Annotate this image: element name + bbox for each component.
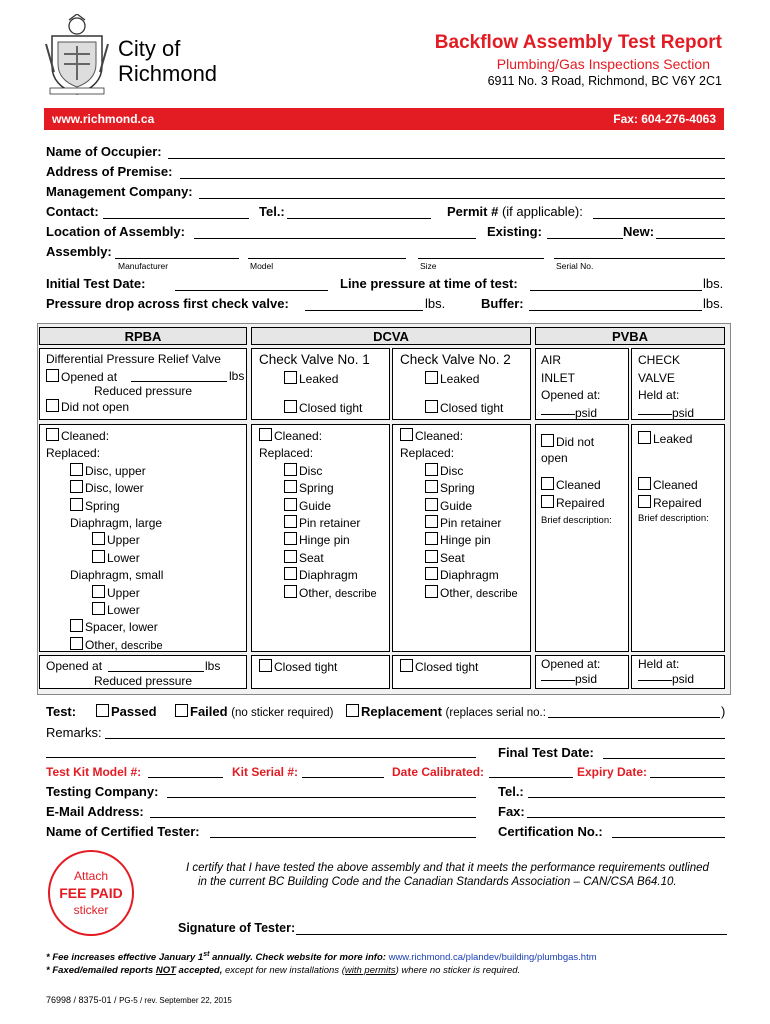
large-lower-checkbox[interactable] (92, 550, 105, 563)
remarks-field[interactable] (105, 738, 725, 739)
check2-part-checkbox[interactable] (425, 480, 438, 493)
check2-closed-tight-checkbox[interactable] (425, 400, 438, 413)
check1-leaked-checkbox[interactable] (284, 371, 297, 384)
rpba-describe-label: describe (121, 639, 163, 652)
check1-part-label: Hinge pin (299, 533, 350, 548)
existing-label: Existing: (487, 224, 542, 239)
check-final-psid-unit: psid (672, 672, 695, 686)
tester-name-label: Name of Certified Tester: (46, 824, 200, 839)
website-link[interactable]: www.richmond.ca (52, 112, 155, 126)
check1-part-checkbox[interactable] (284, 532, 297, 545)
permit-field[interactable] (593, 218, 725, 219)
final-opened-at-label: Opened at (46, 659, 103, 673)
opened-at-unit: lbs (229, 369, 245, 383)
kit-model-field[interactable] (148, 777, 223, 778)
check-leaked-checkbox[interactable] (638, 431, 651, 444)
diaphragm-large-label: Diaphragm, large (70, 516, 163, 531)
pressure-drop-field[interactable] (305, 310, 423, 311)
premise-field[interactable] (180, 178, 725, 179)
kit-model-label: Test Kit Model #: (46, 765, 142, 779)
check2-leaked-checkbox[interactable] (425, 371, 438, 384)
rpba-spring-checkbox[interactable] (70, 498, 83, 511)
fee-note-sup: st (203, 951, 210, 958)
plumbing-gas-link[interactable]: www.richmond.ca/plandev/building/plumbgas.htm (388, 952, 597, 964)
check-cleaned-label: Cleaned (653, 478, 698, 492)
replacement-label: Replacement (361, 704, 442, 719)
air-final-psid-unit: psid (575, 672, 598, 686)
kit-serial-field[interactable] (302, 777, 384, 778)
air-did-not-open-checkbox[interactable] (541, 434, 554, 447)
check2-final-closed-label: Closed tight (415, 660, 479, 674)
location-field[interactable] (194, 238, 476, 239)
failed-checkbox[interactable] (175, 704, 188, 717)
line-pressure-field[interactable] (530, 290, 702, 291)
check2-describe-label: describe (476, 587, 518, 600)
check2-part-checkbox[interactable] (425, 532, 438, 545)
air-repaired-label: Repaired (556, 496, 605, 510)
check1-part-checkbox[interactable] (284, 515, 297, 528)
opened-at-checkbox[interactable] (46, 369, 59, 382)
check2-part-checkbox[interactable] (425, 567, 438, 580)
large-upper-label: Upper (107, 533, 140, 548)
check-held-at-label: Held at: (638, 388, 680, 402)
new-label: New: (623, 224, 655, 239)
buffer-field[interactable] (529, 310, 702, 311)
air-open-label: open (541, 451, 568, 465)
test-label: Test: (46, 704, 77, 719)
expiry-date-label: Expiry Date: (577, 765, 648, 779)
air-brief-label: Brief description (541, 515, 610, 526)
check1-part-label: Guide (299, 498, 332, 513)
certification-label: Certification No.: (498, 824, 603, 839)
check1-final-closed-checkbox[interactable] (259, 659, 272, 672)
pressure-drop-label: Pressure drop across first check valve: (46, 296, 289, 311)
model-field[interactable] (248, 258, 406, 259)
check1-describe-label: describe (335, 587, 377, 600)
premise-label: Address of Premise: (46, 164, 173, 179)
fax-note-exception: except for new installations ( (225, 965, 345, 976)
check2-part-label: Pin retainer (440, 516, 502, 531)
check2-part-checkbox[interactable] (425, 515, 438, 528)
sticker-label: sticker (73, 903, 109, 917)
permit-label: Permit # (447, 204, 499, 219)
check2-cleaned-checkbox[interactable] (400, 428, 413, 441)
pvba-check-repair-cell (631, 424, 725, 652)
valve-label: VALVE (638, 370, 675, 385)
tester-tel-field[interactable] (528, 797, 725, 798)
management-field[interactable] (199, 198, 725, 199)
air-psid-unit: psid (575, 405, 598, 420)
replacement-checkbox[interactable] (346, 704, 359, 717)
city-crest-logo (44, 14, 110, 96)
check1-replaced-label: Replaced: (259, 446, 314, 461)
initial-date-label: Initial Test Date: (46, 276, 146, 291)
existing-field[interactable] (547, 238, 623, 239)
air-did-not-label: Did not (556, 435, 595, 449)
tester-fax-field[interactable] (527, 817, 725, 818)
serial-field[interactable] (554, 258, 725, 259)
check2-part-label: Disc (440, 463, 464, 478)
small-lower-checkbox[interactable] (92, 602, 105, 615)
small-upper-checkbox[interactable] (92, 585, 105, 598)
rpba-cleaned-checkbox[interactable] (46, 428, 59, 441)
small-lower-label: Lower (107, 603, 140, 618)
email-field[interactable] (150, 817, 476, 818)
certification-field[interactable] (612, 837, 725, 838)
date-calibrated-field[interactable] (489, 777, 573, 778)
dcva-header (251, 327, 531, 345)
assembly-label: Assembly: (46, 244, 112, 259)
opened-at-label: Opened at (61, 370, 118, 384)
failed-note: (no sticker required) (231, 707, 334, 719)
rpba-other-label: Other, (85, 637, 118, 652)
air-opened-at-label: Opened at: (541, 388, 601, 402)
check-brief-label: Brief description (638, 513, 707, 524)
check1-cleaned-label: Cleaned: (274, 429, 323, 443)
date-calibrated-label: Date Calibrated: (392, 765, 485, 779)
air-psid-field[interactable] (541, 414, 575, 415)
check2-final-closed-checkbox[interactable] (400, 659, 413, 672)
buffer-unit: lbs. (703, 296, 724, 311)
rpba-other-checkbox[interactable] (70, 637, 83, 650)
manufacturer-field[interactable] (115, 258, 239, 259)
testing-company-label: Testing Company: (46, 784, 159, 799)
fee-note: * Fee increases effective January 1 (46, 952, 204, 964)
fax-number: Fax: 604-276-4063 (613, 112, 716, 126)
check2-part-label: Diaphragm (440, 568, 499, 583)
air-repaired-checkbox[interactable] (541, 495, 554, 508)
rpba-disc-lower-checkbox[interactable] (70, 480, 83, 493)
pvba-header (535, 327, 725, 345)
relief-valve-label: Differential Pressure Relief Valve (46, 352, 221, 366)
check1-part-checkbox[interactable] (284, 498, 297, 511)
check2-leaked-label: Leaked (440, 372, 480, 386)
check2-cleaned-label: Cleaned: (415, 429, 464, 443)
replacement-note: (replaces serial no.: (445, 707, 546, 719)
fee-paid-label: FEE PAID (59, 885, 123, 901)
manufacturer-caption: Manufacturer (118, 261, 169, 271)
check2-part-label: Seat (440, 550, 465, 565)
check-repaired-label: Repaired (653, 496, 702, 510)
check-final-psid-field[interactable] (638, 680, 672, 681)
permit-note: (if applicable): (501, 204, 583, 219)
check1-title: Check Valve No. 1 (259, 352, 370, 367)
expiry-date-field[interactable] (650, 777, 725, 778)
location-label: Location of Assembly: (46, 224, 185, 239)
check2-part-checkbox[interactable] (425, 463, 438, 476)
tester-tel-label: Tel.: (498, 784, 524, 799)
large-upper-checkbox[interactable] (92, 532, 105, 545)
check2-part-label: Guide (440, 498, 473, 513)
check1-leaked-label: Leaked (299, 372, 339, 386)
email-label: E-Mail Address: (46, 804, 144, 819)
buffer-label: Buffer: (481, 296, 524, 311)
rpba-disc-upper-checkbox[interactable] (70, 463, 83, 476)
check1-part-label: Disc (299, 463, 323, 478)
check1-closed-tight-label: Closed tight (299, 401, 363, 415)
check1-part-label: Diaphragm (299, 568, 358, 583)
check1-part-checkbox[interactable] (284, 480, 297, 493)
final-reduced-label: Reduced pressure (94, 674, 193, 688)
air-final-opened-label: Opened at: (541, 657, 601, 671)
final-opened-at-unit: lbs (205, 659, 221, 673)
fax-note-permits: with permits (344, 965, 396, 976)
management-label: Management Company: (46, 184, 193, 199)
check-repaired-checkbox[interactable] (638, 495, 651, 508)
inlet-label: INLET (541, 370, 576, 385)
rpba-replaced-label: Replaced: (46, 446, 101, 461)
large-lower-label: Lower (107, 550, 140, 565)
check2-title: Check Valve No. 2 (400, 352, 511, 367)
certification-statement-line2: in the current BC Building Code and the Canadian Standards Association – CAN/CSA B64.10. (198, 876, 677, 888)
check1-other-checkbox[interactable] (284, 585, 297, 598)
serial-caption: Serial No. (556, 261, 594, 271)
model-caption: Model (250, 261, 274, 271)
opened-at-field[interactable] (131, 381, 227, 382)
check2-replaced-label: Replaced: (400, 446, 455, 461)
reduced-pressure-label: Reduced pressure (94, 384, 193, 398)
rpba-part-label: Disc, lower (85, 481, 144, 496)
contact-field[interactable] (103, 218, 249, 219)
did-not-open-checkbox[interactable] (46, 399, 59, 412)
tel-field[interactable] (287, 218, 431, 219)
passed-label: Passed (111, 704, 157, 719)
rpba-header (39, 327, 247, 345)
air-cleaned-label: Cleaned (556, 478, 601, 492)
air-final-psid-field[interactable] (541, 680, 575, 681)
final-date-label: Final Test Date: (498, 745, 594, 760)
size-field[interactable] (418, 258, 544, 259)
check1-part-checkbox[interactable] (284, 550, 297, 563)
check2-part-checkbox[interactable] (425, 498, 438, 511)
check2-part-label: Hinge pin (440, 533, 491, 548)
failed-label: Failed (190, 704, 228, 719)
pvba-header-label: PVBA (611, 329, 649, 344)
check2-other-checkbox[interactable] (425, 585, 438, 598)
spacer-lower-checkbox[interactable] (70, 619, 83, 632)
fax-note: * Faxed/emailed reports (46, 965, 154, 976)
rpba-part-label: Spring (85, 498, 120, 513)
check2-part-checkbox[interactable] (425, 550, 438, 563)
check1-final-closed-label: Closed tight (274, 660, 338, 674)
rpba-header-label: RPBA (124, 329, 162, 344)
tester-fax-label: Fax: (498, 804, 525, 819)
check1-part-label: Seat (299, 550, 324, 565)
diaphragm-small-label: Diaphragm, small (70, 568, 164, 583)
check1-part-label: Pin retainer (299, 516, 361, 531)
section-name: Plumbing/Gas Inspections Section (496, 56, 710, 72)
testing-company-field[interactable] (167, 797, 476, 798)
org-name-line2: Richmond (118, 61, 218, 86)
attach-label: Attach (73, 869, 109, 883)
check1-part-checkbox[interactable] (284, 567, 297, 580)
air-label: AIR (541, 353, 562, 367)
rpba-cleaned-label: Cleaned: (61, 429, 110, 443)
org-name-line1: City of (118, 36, 181, 61)
new-field[interactable] (656, 238, 725, 239)
check-leaked-label: Leaked (653, 432, 693, 446)
check-psid-unit: psid (672, 405, 695, 420)
check-psid-field[interactable] (638, 414, 672, 415)
occupier-label: Name of Occupier: (46, 144, 162, 159)
small-upper-label: Upper (107, 585, 140, 600)
form-revision: PG-5 / rev. September 22, 2015 (119, 996, 232, 1005)
office-address: 6911 No. 3 Road, Richmond, BC V6Y 2C1 (487, 74, 722, 88)
kit-serial-label: Kit Serial #: (232, 765, 299, 779)
did-not-open-label: Did not open (61, 400, 130, 414)
line-pressure-unit: lbs. (703, 276, 724, 291)
rpba-part-label: Disc, upper (85, 463, 146, 478)
replacement-close: ) (721, 704, 726, 719)
check1-other-label: Other, (299, 585, 332, 600)
signature-field[interactable] (296, 934, 727, 935)
check-final-held-label: Held at: (638, 657, 680, 671)
occupier-field[interactable] (168, 158, 725, 159)
check1-part-label: Spring (299, 481, 334, 496)
replacement-serial-field[interactable] (548, 717, 720, 718)
contact-label: Contact: (46, 204, 99, 219)
fax-note-not: NOT (155, 965, 176, 976)
check1-cleaned-checkbox[interactable] (259, 428, 272, 441)
check2-part-label: Spring (440, 481, 475, 496)
line-pressure-label: Line pressure at time of test: (340, 276, 518, 291)
remarks-label: Remarks: (46, 725, 102, 740)
remarks-field-line2[interactable] (46, 757, 476, 758)
tel-label: Tel.: (259, 204, 285, 219)
check2-closed-tight-label: Closed tight (440, 401, 504, 415)
fax-note-end: ) where no sticker is required. (395, 965, 521, 976)
check-label: CHECK (638, 353, 681, 367)
form-title: Backflow Assembly Test Report (434, 32, 722, 53)
check-cleaned-checkbox[interactable] (638, 477, 651, 490)
fax-note-accepted: accepted, (178, 965, 223, 976)
signature-label: Signature of Tester: (178, 921, 296, 935)
check2-other-label: Other, (440, 585, 473, 600)
check1-part-checkbox[interactable] (284, 463, 297, 476)
dcva-header-label: DCVA (373, 329, 409, 344)
final-date-field[interactable] (603, 758, 725, 759)
fee-note-rest: annually. Check website for more info: (209, 952, 386, 964)
passed-checkbox[interactable] (96, 704, 109, 717)
certification-statement-line1: I certify that I have tested the above assembly and that it meets the performance requirements outlined (186, 862, 709, 874)
pressure-drop-unit: lbs. (425, 296, 446, 311)
size-caption: Size (420, 261, 437, 271)
air-cleaned-checkbox[interactable] (541, 477, 554, 490)
final-opened-at-field[interactable] (108, 671, 204, 672)
tester-name-field[interactable] (210, 837, 476, 838)
initial-date-field[interactable] (175, 290, 328, 291)
form-number: 76998 / 8375-01 / (46, 995, 117, 1005)
check1-closed-tight-checkbox[interactable] (284, 400, 297, 413)
spacer-lower-label: Spacer, lower (85, 620, 158, 635)
